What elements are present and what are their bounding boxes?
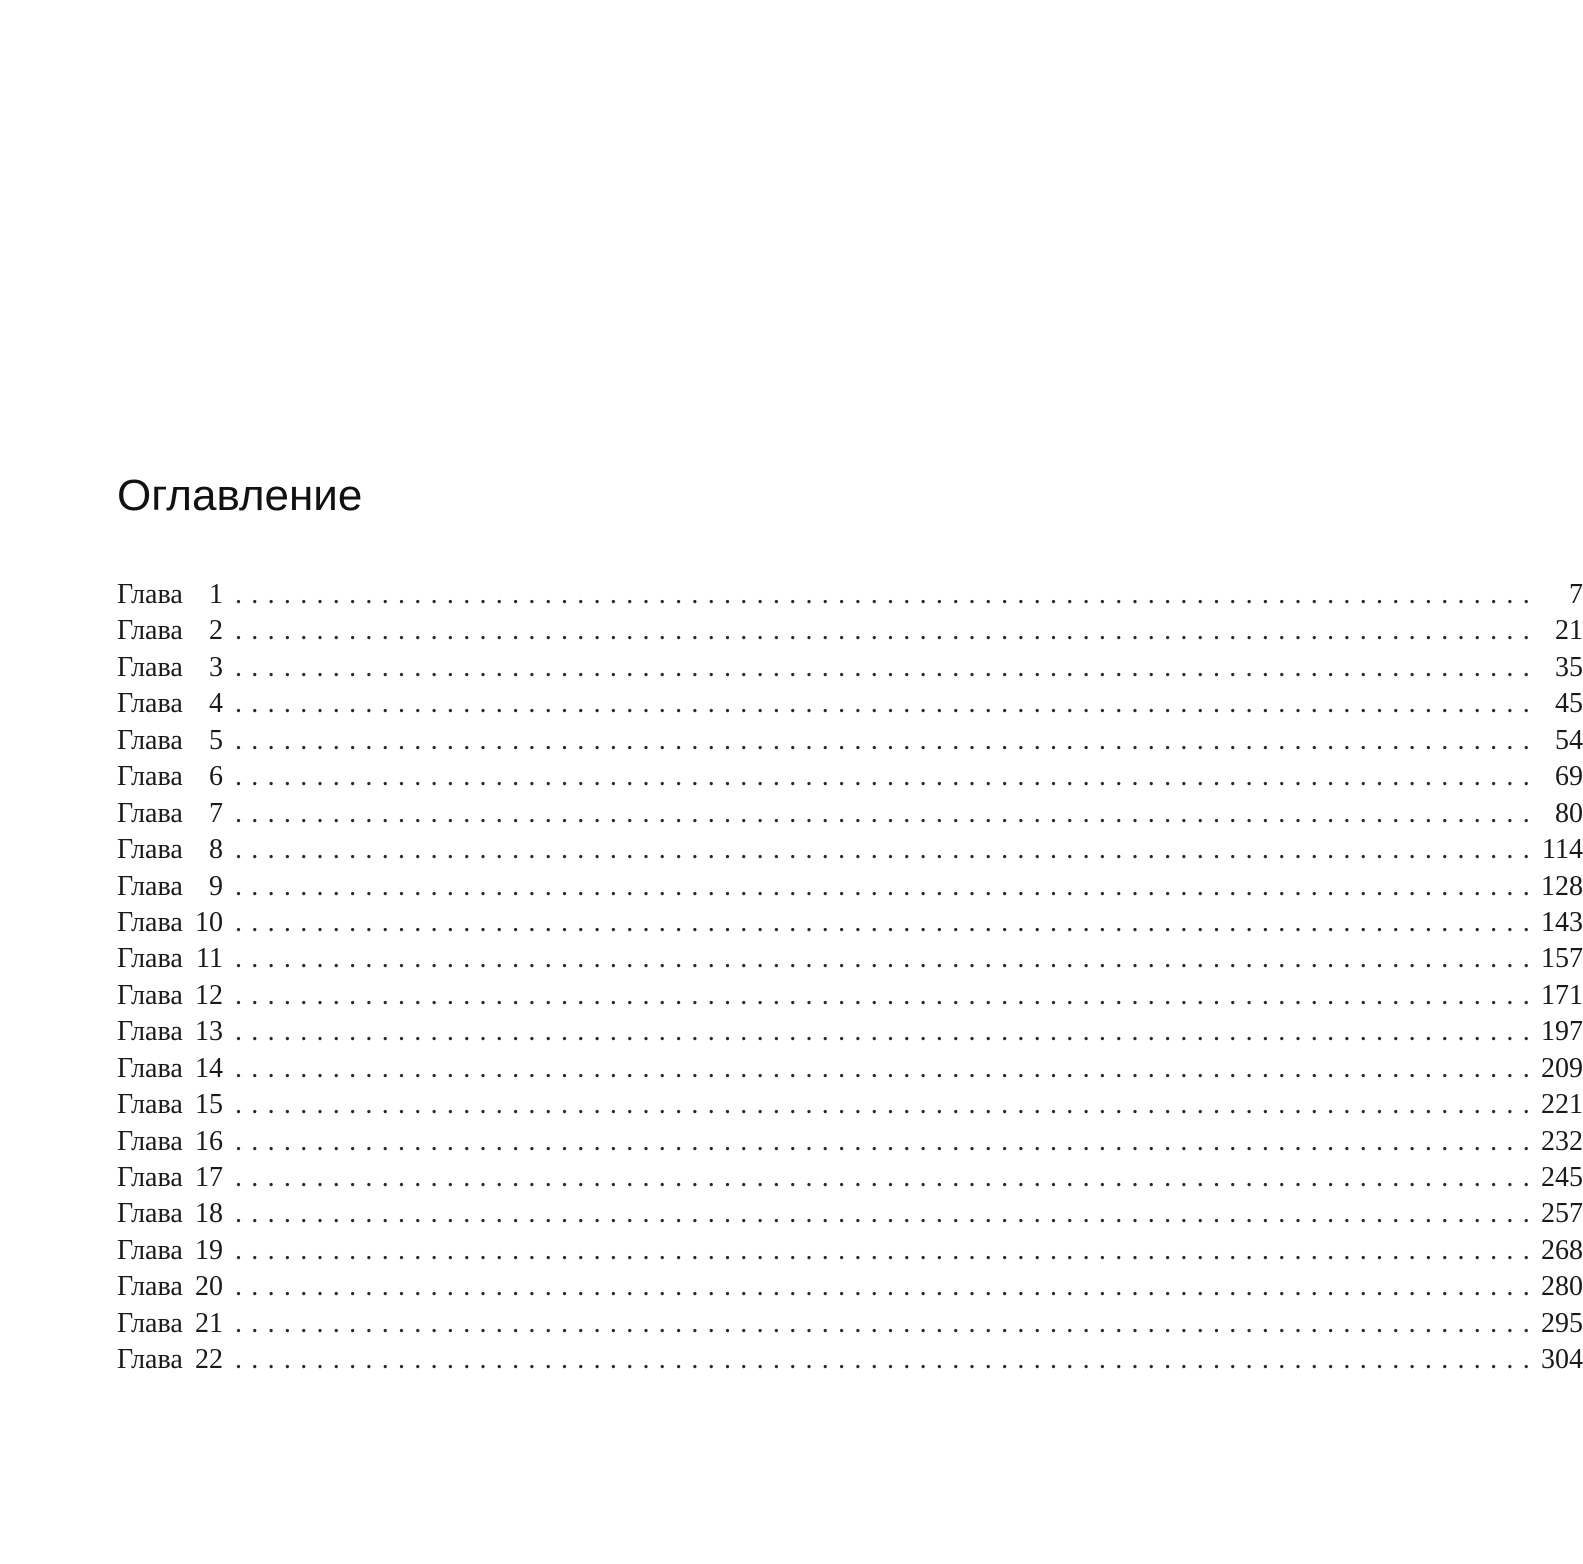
toc-entry [117, 686, 1583, 722]
toc-entry [117, 1342, 1583, 1378]
toc-dot-leader: ................................................................................ [235, 1234, 1539, 1266]
toc-dot-leader: ................................................................................ [235, 943, 1539, 975]
toc-entry-label: Глава [117, 1089, 183, 1121]
toc-entry-label: Глава [117, 1234, 183, 1266]
toc-entry-page: 7 [1569, 579, 1583, 610]
toc-dot-leader: ................................................................................ [235, 979, 1539, 1011]
toc-entry-label: Глава [117, 870, 183, 902]
toc-entry [117, 577, 1583, 613]
toc-dot-leader: ................................................................................ [235, 1271, 1539, 1303]
toc-dot-leader: ................................................................................ [235, 797, 1539, 829]
page-title: Оглавление [117, 471, 363, 520]
toc-entry-page: 171 [1541, 979, 1583, 1011]
toc-entry-page: 45 [1555, 688, 1583, 720]
toc-entry [117, 1087, 1583, 1123]
toc-entry-page: 157 [1541, 943, 1583, 975]
toc-entry-label: Глава [117, 651, 183, 683]
toc-entry [117, 650, 1583, 686]
toc-entry-label: Глава [117, 1016, 183, 1048]
toc-entry [117, 1014, 1583, 1050]
toc-entry [117, 978, 1583, 1014]
toc-entry-page: 221 [1541, 1089, 1583, 1121]
toc-entry [117, 759, 1583, 795]
toc-entry-number: 4 [209, 688, 223, 720]
toc-entry [117, 796, 1583, 832]
toc-entry-number: 19 [195, 1234, 223, 1266]
table-of-contents [117, 577, 1583, 1379]
toc-entry-number: 16 [195, 1125, 223, 1157]
toc-entry [117, 832, 1583, 868]
toc-dot-leader: ................................................................................ [235, 651, 1539, 683]
toc-entry-label: Глава [117, 906, 183, 938]
toc-entry-number: 14 [195, 1052, 223, 1084]
toc-entry-number: 15 [195, 1089, 223, 1121]
toc-entry [117, 1051, 1583, 1087]
toc-entry [117, 1160, 1583, 1196]
toc-entry-number: 1 [209, 579, 223, 610]
toc-entry-page: 209 [1541, 1052, 1583, 1084]
toc-entry [117, 613, 1583, 649]
toc-entry-label: Глава [117, 615, 183, 647]
toc-entry-label: Глава [117, 579, 183, 610]
toc-entry-page: 69 [1555, 761, 1583, 793]
toc-entry-page: 143 [1541, 906, 1583, 938]
toc-entry-label: Глава [117, 724, 183, 756]
toc-dot-leader: ................................................................................ [235, 906, 1539, 938]
toc-entry-number: 21 [195, 1307, 223, 1339]
toc-entry-number: 18 [195, 1198, 223, 1230]
toc-dot-leader: ................................................................................ [235, 1198, 1539, 1230]
toc-dot-leader: ................................................................................ [235, 1052, 1539, 1084]
toc-dot-leader: ................................................................................ [235, 761, 1539, 793]
toc-entry-page: 245 [1541, 1162, 1583, 1193]
toc-entry-page: 21 [1555, 615, 1583, 647]
toc-entry-page: 54 [1555, 724, 1583, 756]
toc-entry-number: 22 [195, 1344, 223, 1376]
toc-entry-number: 9 [209, 870, 223, 902]
toc-entry-label: Глава [117, 1271, 183, 1303]
toc-entry-number: 10 [195, 906, 223, 938]
toc-entry-page: 80 [1555, 797, 1583, 829]
toc-entry [117, 1306, 1583, 1342]
toc-dot-leader: ................................................................................ [235, 1016, 1539, 1048]
toc-dot-leader: ................................................................................ [235, 1344, 1539, 1376]
toc-entry-page: 197 [1541, 1016, 1583, 1048]
toc-dot-leader: ................................................................................ [235, 1307, 1539, 1339]
toc-entry-page: 268 [1541, 1234, 1583, 1266]
toc-entry-number: 5 [209, 724, 223, 756]
toc-entry-number: 20 [195, 1271, 223, 1303]
toc-entry-number: 3 [209, 651, 223, 683]
toc-entry [117, 1269, 1583, 1305]
toc-dot-leader: ................................................................................ [235, 615, 1539, 647]
toc-entry-label: Глава [117, 979, 183, 1011]
toc-dot-leader: ................................................................................ [235, 870, 1539, 902]
toc-entry-label: Глава [117, 834, 183, 866]
toc-entry-page: 304 [1541, 1344, 1583, 1376]
toc-entry-page: 232 [1541, 1125, 1583, 1157]
toc-entry-page: 128 [1541, 870, 1583, 902]
toc-dot-leader: ................................................................................ [235, 1125, 1539, 1157]
toc-entry [117, 869, 1583, 905]
toc-entry-label: Глава [117, 1052, 183, 1084]
toc-entry-number: 6 [209, 761, 223, 793]
toc-dot-leader: ................................................................................ [235, 724, 1539, 756]
toc-entry-label: Глава [117, 943, 183, 975]
toc-entry-page: 257 [1541, 1198, 1583, 1230]
toc-entry-number: 8 [209, 834, 223, 866]
toc-entry-label: Глава [117, 1344, 183, 1376]
toc-entry-label: Глава [117, 1162, 183, 1193]
toc-entry-number: 17 [195, 1162, 223, 1193]
toc-entry-label: Глава [117, 1198, 183, 1230]
toc-entry-page: 35 [1555, 651, 1583, 683]
toc-dot-leader: ................................................................................ [235, 688, 1539, 720]
toc-dot-leader: ................................................................................ [235, 834, 1539, 866]
toc-entry-number: 2 [209, 615, 223, 647]
toc-entry-label: Глава [117, 688, 183, 720]
toc-entry-number: 13 [195, 1016, 223, 1048]
toc-entry [117, 1233, 1583, 1269]
toc-entry [117, 941, 1583, 977]
toc-entry-number: 11 [196, 943, 223, 975]
toc-entry [117, 905, 1583, 941]
toc-entry-number: 7 [209, 797, 223, 829]
toc-entry-label: Глава [117, 1125, 183, 1157]
toc-entry-label: Глава [117, 1307, 183, 1339]
toc-entry [117, 723, 1583, 759]
toc-entry-number: 12 [195, 979, 223, 1011]
toc-entry-page: 114 [1542, 834, 1583, 866]
toc-entry-page: 280 [1541, 1271, 1583, 1303]
toc-entry-page: 295 [1541, 1307, 1583, 1339]
toc-dot-leader: ................................................................................ [235, 1162, 1539, 1193]
toc-entry [117, 1196, 1583, 1232]
toc-dot-leader: ................................................................................ [235, 579, 1539, 610]
toc-entry [117, 1124, 1583, 1160]
toc-entry-label: Глава [117, 761, 183, 793]
toc-dot-leader: ................................................................................ [235, 1089, 1539, 1121]
toc-entry-label: Глава [117, 797, 183, 829]
